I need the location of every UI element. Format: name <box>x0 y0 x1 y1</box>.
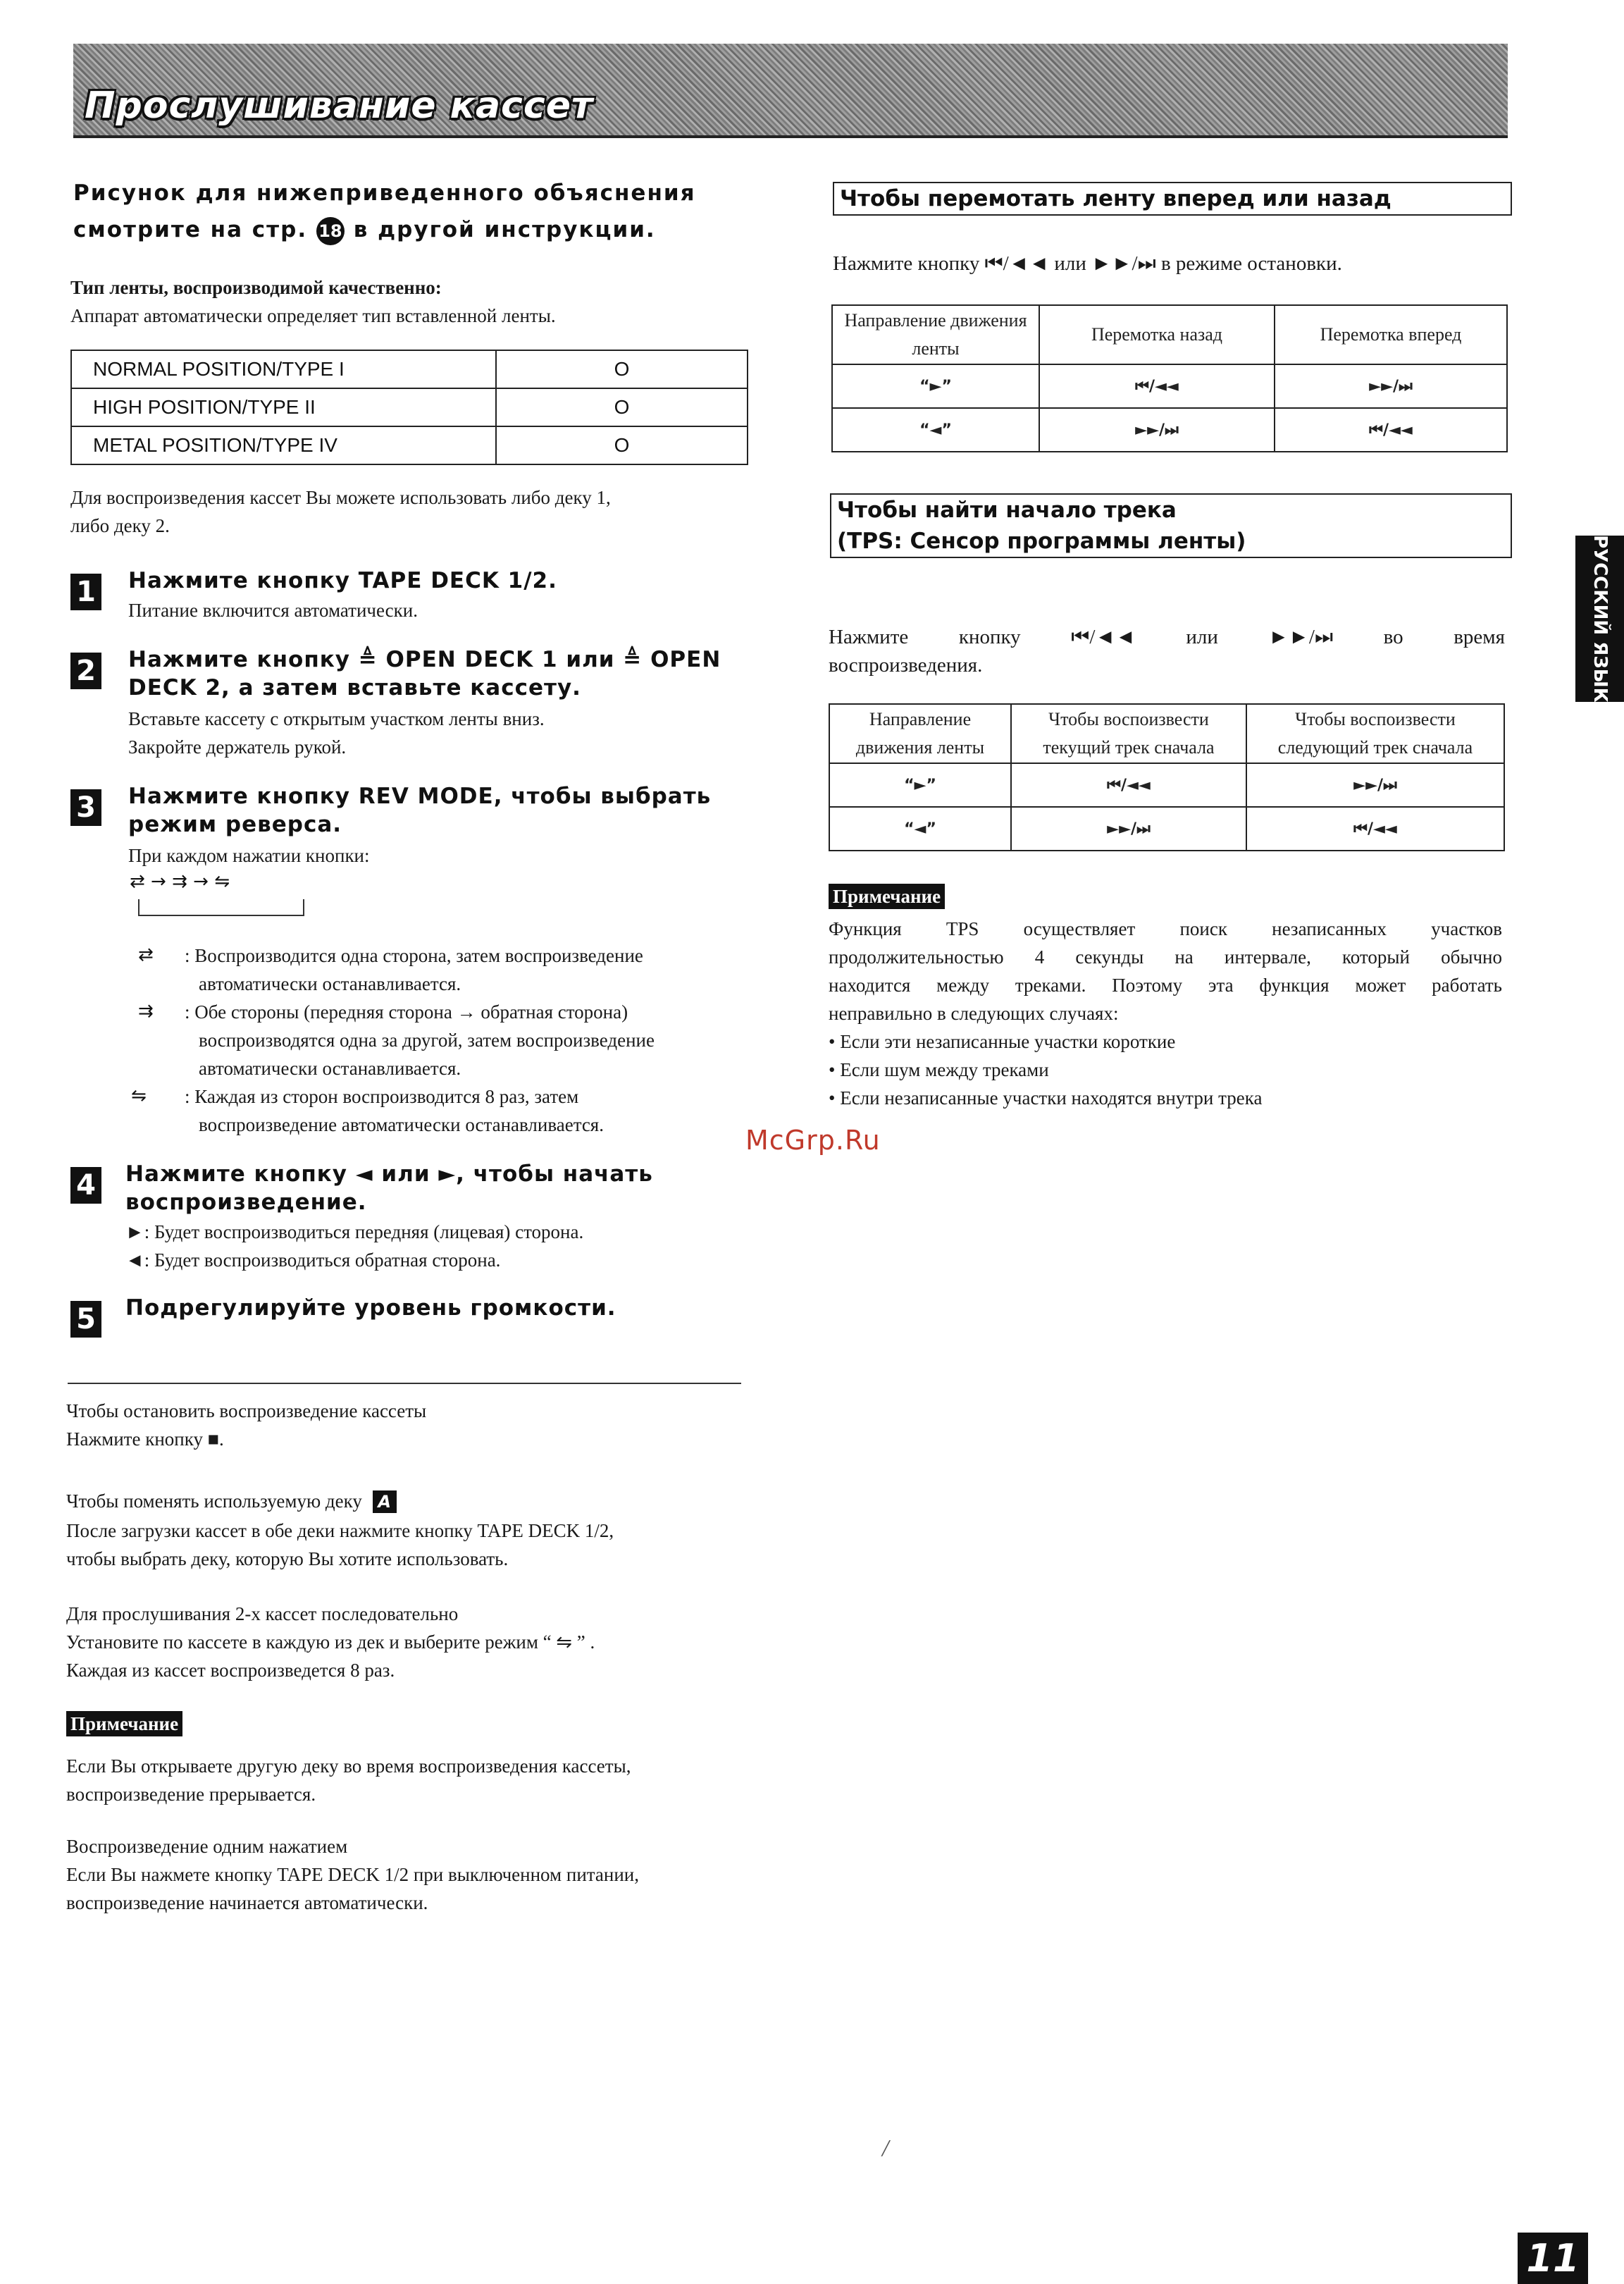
table-row <box>832 364 1507 408</box>
list-item: • Если шум между треками <box>829 1059 1049 1080</box>
rev-mode-both-sides-icon: ⇉ <box>138 1001 154 1022</box>
one-touch-text-1: Если Вы нажмете кнопку TAPE DECK 1/2 при выключенном питании, <box>66 1864 639 1885</box>
tps-text-1: Нажмите кнопку ⏮/◄◄ или ►►/⏭ во время <box>829 626 1505 648</box>
rev-mode-2-text-1: : Обе стороны (передняя сторона → обратная сторона) <box>185 1001 628 1023</box>
sequential-text-2: Каждая из кассет воспроизведется 8 раз. <box>66 1660 395 1681</box>
sequential-text-1: Установите по кассете в каждую из дек и выберите режим “ ⇋ ” . <box>66 1631 595 1653</box>
intro-text <box>73 175 750 248</box>
left-divider <box>68 1383 741 1384</box>
rev-mode-3-text-2: воспроизведение автоматически останавливается. <box>199 1114 604 1135</box>
tps-text-2: воспроизведения. <box>829 654 983 677</box>
list-item: • Если незаписанные участки находятся внутри трека <box>829 1087 1263 1109</box>
step-4-text-1: ►: Будет воспроизводиться передняя (лицевая) сторона. <box>125 1221 584 1242</box>
page-title: Прослушивание кассет <box>85 85 594 127</box>
step-5-title: Подрегулируйте уровень громкости. <box>125 1295 616 1321</box>
stop-heading: Чтобы остановить воспроизведение кассеты <box>66 1400 427 1421</box>
step-4-text-2: ◄: Будет воспроизводиться обратная сторона. <box>125 1249 501 1271</box>
intro-line-2 <box>73 211 750 248</box>
list-item: • Если эти незаписанные участки короткие <box>829 1031 1176 1052</box>
note-right-text-2: продолжительностью 4 секунды на интервале, который обычно <box>829 946 1502 968</box>
table-header-row <box>832 305 1507 364</box>
table-row <box>832 408 1507 452</box>
step-3-title-2: режим реверса. <box>128 812 342 837</box>
note-label-right: Примечание <box>829 884 945 909</box>
rev-mode-3-text-1: : Каждая из сторон воспроизводится 8 раз, затем <box>185 1086 579 1107</box>
tape-type-mark: O <box>496 350 748 388</box>
cycle-return-line <box>138 899 304 916</box>
tps-heading-line-1: Чтобы найти начало трека <box>837 498 1177 523</box>
rev-mode-repeat-icon: ⇋ <box>131 1085 147 1106</box>
table-header-cell: Перемотка вперед <box>1275 305 1507 364</box>
tape-type-mark: O <box>496 388 748 426</box>
step-2-text-1: Вставьте кассету с открытым участком ленты вниз. <box>128 708 545 729</box>
step-2-number: 2 <box>70 653 101 689</box>
language-tab <box>1575 536 1624 702</box>
table-cell: ►►/⏭ <box>1275 364 1507 408</box>
step-3-title-1: Нажмите кнопку REV MODE, чтобы выбрать <box>128 784 712 809</box>
watermark: McGrp.Ru <box>745 1125 881 1156</box>
language-tab-label: РУССКИЙ ЯЗЫК <box>1589 535 1611 703</box>
note-left-text-2: воспроизведение прерывается. <box>66 1784 316 1805</box>
table-row <box>829 807 1504 851</box>
table-header-cell: Чтобы воспоизвести текущий трек сначала <box>1011 704 1246 763</box>
table-cell: ⏮/◄◄ <box>1011 763 1246 807</box>
table-header-cell: Перемотка назад <box>1039 305 1275 364</box>
step-2-text-2: Закройте держатель рукой. <box>128 736 347 758</box>
table-row <box>829 763 1504 807</box>
decks-text-1: Для воспроизведения кассет Вы можете использовать либо деку 1, <box>70 487 611 508</box>
tape-type-mark: O <box>496 426 748 464</box>
step-3-number: 3 <box>70 789 101 826</box>
step-2-title-1: Нажмите кнопку ≜ OPEN DECK 1 или ≜ OPEN <box>128 647 721 672</box>
table-header-cell: Направление движения ленты <box>829 704 1011 763</box>
rev-mode-2-text-2: воспроизводятся одна за другой, затем воспроизведение <box>199 1030 655 1051</box>
step-5-number: 5 <box>70 1301 101 1338</box>
figure-a-badge: A <box>373 1490 397 1513</box>
intro-line-1: Рисунок для нижеприведенного объяснения <box>73 180 696 206</box>
rev-mode-1-text-2: автоматически останавливается. <box>199 973 461 994</box>
step-1-text: Питание включится автоматически. <box>128 600 418 621</box>
table-row <box>71 350 748 388</box>
table-row <box>71 388 748 426</box>
change-deck-text-2: чтобы выбрать деку, которую Вы хотите использовать. <box>66 1548 509 1569</box>
step-2-title-2: DECK 2, а затем вставьте кассету. <box>128 675 581 700</box>
table-cell: “◄” <box>829 807 1011 851</box>
table-cell: “►” <box>829 763 1011 807</box>
change-deck-text-1: После загрузки кассет в обе деки нажмите кнопку TAPE DECK 1/2, <box>66 1520 614 1541</box>
decks-text-2: либо деку 2. <box>70 515 170 536</box>
tape-type-table <box>70 350 748 465</box>
step-1-number: 1 <box>70 574 101 610</box>
step-4-title-1: Нажмите кнопку ◄ или ►, чтобы начать <box>125 1161 653 1187</box>
note-right-text-4: неправильно в следующих случаях: <box>829 1003 1119 1024</box>
step-4-title-2: воспроизведение. <box>125 1190 367 1215</box>
fast-forward-heading: Чтобы перемотать ленту вперед или назад <box>833 182 1512 216</box>
tps-heading-line-2: (TPS: Сенсор программы ленты) <box>837 529 1246 554</box>
table-cell: ►►/⏭ <box>1246 763 1504 807</box>
tape-type-name: METAL POSITION/TYPE IV <box>71 426 496 464</box>
note-left-text-1: Если Вы открываете другую деку во время воспроизведения кассеты, <box>66 1755 631 1777</box>
sequential-heading: Для прослушивания 2-х кассет последовательно <box>66 1603 459 1624</box>
rev-mode-cycle: ⇄ → ⇉ → ⇋ <box>130 871 230 892</box>
one-touch-text-2: воспроизведение начинается автоматически. <box>66 1892 428 1913</box>
tape-type-name: NORMAL POSITION/TYPE I <box>71 350 496 388</box>
table-header-cell: Чтобы воспоизвести следующий трек сначала <box>1246 704 1504 763</box>
table-cell: “►” <box>832 364 1039 408</box>
intro-line-2-a: смотрите на стр. <box>73 217 308 242</box>
table-row <box>71 426 748 464</box>
table-cell: ⏮/◄◄ <box>1246 807 1504 851</box>
table-cell: ⏮/◄◄ <box>1275 408 1507 452</box>
rev-mode-2-text-3: автоматически останавливается. <box>199 1058 461 1079</box>
table-header-row <box>829 704 1504 763</box>
page-ref-badge: 18 <box>316 217 345 245</box>
tape-type-name: HIGH POSITION/TYPE II <box>71 388 496 426</box>
page-number: 11 <box>1518 2233 1588 2284</box>
table-cell: ►►/⏭ <box>1039 408 1275 452</box>
margin-mark: / <box>882 2135 889 2161</box>
step-1-title: Нажмите кнопку TAPE DECK 1/2. <box>128 568 557 593</box>
rev-mode-1-text-1: : Воспроизводится одна сторона, затем воспроизведение <box>185 945 643 966</box>
intro-line-2-b: в другой инструкции. <box>353 217 656 242</box>
fast-forward-text: Нажмите кнопку ⏮/◄◄ или ►►/⏭ в режиме остановки. <box>833 252 1342 275</box>
table-cell: ⏮/◄◄ <box>1039 364 1275 408</box>
table-cell: “◄” <box>832 408 1039 452</box>
step-3-text: При каждом нажатии кнопки: <box>128 845 370 866</box>
fast-forward-table <box>831 304 1508 452</box>
stop-text: Нажмите кнопку ■. <box>66 1428 224 1450</box>
tape-type-heading: Тип ленты, воспроизводимой качественно: <box>70 277 442 298</box>
change-deck-heading <box>66 1487 397 1515</box>
tps-table <box>829 703 1505 851</box>
step-4-number: 4 <box>70 1167 101 1204</box>
tps-heading <box>830 493 1512 558</box>
tape-type-subtext: Аппарат автоматически определяет тип вставленной ленты. <box>70 305 556 326</box>
one-touch-heading: Воспроизведение одним нажатием <box>66 1836 348 1857</box>
rev-mode-one-side-icon: ⇄ <box>138 944 154 965</box>
change-deck-heading-text: Чтобы поменять используемую деку <box>66 1490 362 1512</box>
note-label-left: Примечание <box>66 1711 182 1736</box>
note-right-text-1: Функция TPS осуществляет поиск незаписанных участков <box>829 918 1502 939</box>
note-right-text-3: находится между треками. Поэтому эта функция может работать <box>829 975 1502 996</box>
table-header-cell: Направление движения ленты <box>832 305 1039 364</box>
table-cell: ►►/⏭ <box>1011 807 1246 851</box>
